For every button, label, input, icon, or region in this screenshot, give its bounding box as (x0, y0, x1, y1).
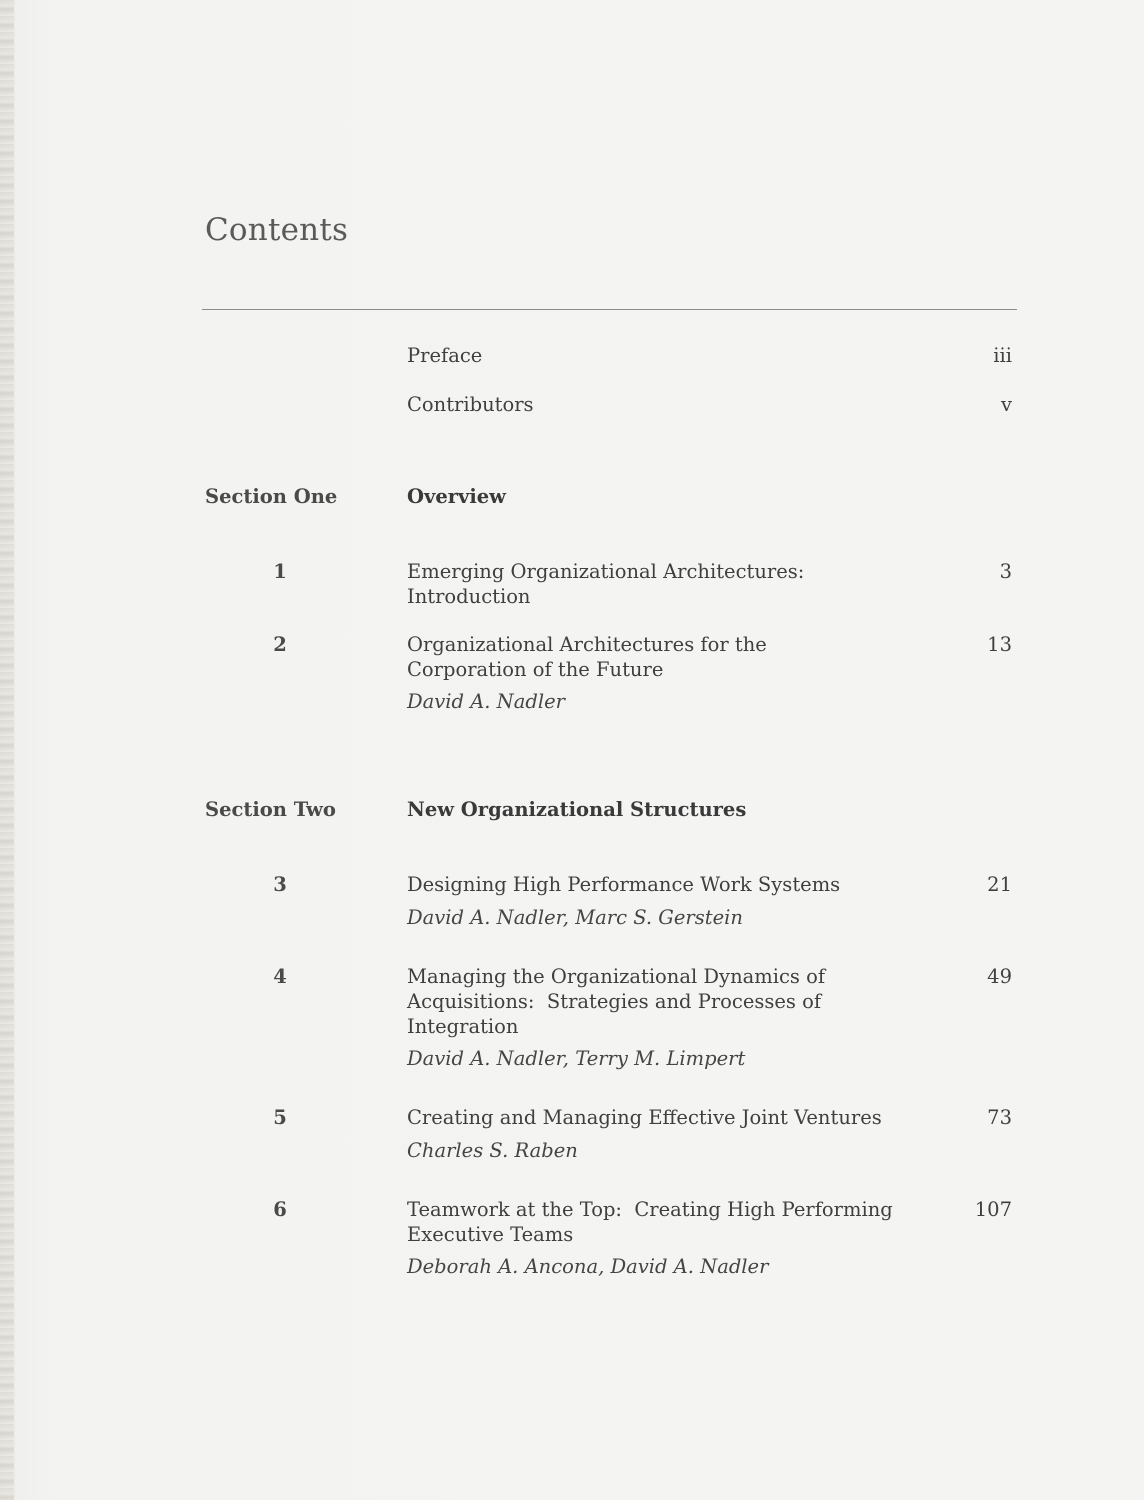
section-one-label: Section One (205, 485, 338, 508)
section-two-title: New Organizational Structures (407, 798, 747, 821)
title-divider (202, 309, 1017, 310)
chapter-2-title-line-1: Organizational Architectures for the (407, 633, 767, 656)
chapter-5-title-line-1: Creating and Managing Effective Joint Ventures (407, 1106, 882, 1129)
chapter-5-page: 73 (987, 1106, 1012, 1129)
chapter-4-title-line-3: Integration (407, 1015, 519, 1038)
chapter-3-author: David A. Nadler, Marc S. Gerstein (407, 906, 743, 929)
chapter-6-page: 107 (974, 1198, 1012, 1221)
chapter-3-title-line-1: Designing High Performance Work Systems (407, 873, 841, 896)
chapter-3-number: 3 (273, 873, 287, 896)
chapter-2-page: 13 (987, 633, 1012, 656)
page-title: Contents (205, 212, 349, 248)
front-matter-contributors: Contributors (407, 393, 534, 416)
chapter-4-page: 49 (987, 965, 1012, 988)
front-matter-contributors-page: v (1000, 393, 1012, 416)
chapter-5-title (407, 1105, 952, 1130)
chapter-4-title-line-1: Managing the Organizational Dynamics of (407, 965, 826, 988)
section-two-label: Section Two (205, 798, 336, 821)
chapter-6-title-line-1: Teamwork at the Top: Creating High Performing (407, 1198, 893, 1221)
chapter-5-number: 5 (273, 1106, 287, 1129)
front-matter-preface-page: iii (993, 344, 1012, 367)
front-matter-preface: Preface (407, 344, 483, 367)
chapter-2-title-line-2: Corporation of the Future (407, 658, 664, 681)
chapter-6-title-line-2: Executive Teams (407, 1223, 574, 1246)
chapter-3-title (407, 872, 952, 897)
chapter-6-author: Deborah A. Ancona, David A. Nadler (407, 1255, 769, 1278)
chapter-2-title (407, 632, 952, 682)
chapter-6-title (407, 1197, 967, 1247)
chapter-4-title-line-2: Acquisitions: Strategies and Processes of (407, 990, 822, 1013)
chapter-3-page: 21 (987, 873, 1012, 896)
chapter-1-title-line-1: Emerging Organizational Architectures: (407, 560, 805, 583)
chapter-5-author: Charles S. Raben (407, 1139, 578, 1162)
chapter-4-number: 4 (273, 965, 287, 988)
chapter-1-title (407, 559, 952, 609)
chapter-4-author: David A. Nadler, Terry M. Limpert (407, 1047, 746, 1070)
section-one-title: Overview (407, 485, 506, 508)
chapter-1-title-line-2: Introduction (407, 585, 531, 608)
chapter-2-number: 2 (273, 633, 287, 656)
binding-edge (0, 0, 14, 1500)
chapter-1-number: 1 (273, 560, 287, 583)
chapter-2-author: David A. Nadler (407, 690, 565, 713)
chapter-1-page: 3 (999, 560, 1012, 583)
chapter-4-title (407, 964, 952, 1039)
chapter-6-number: 6 (273, 1198, 287, 1221)
